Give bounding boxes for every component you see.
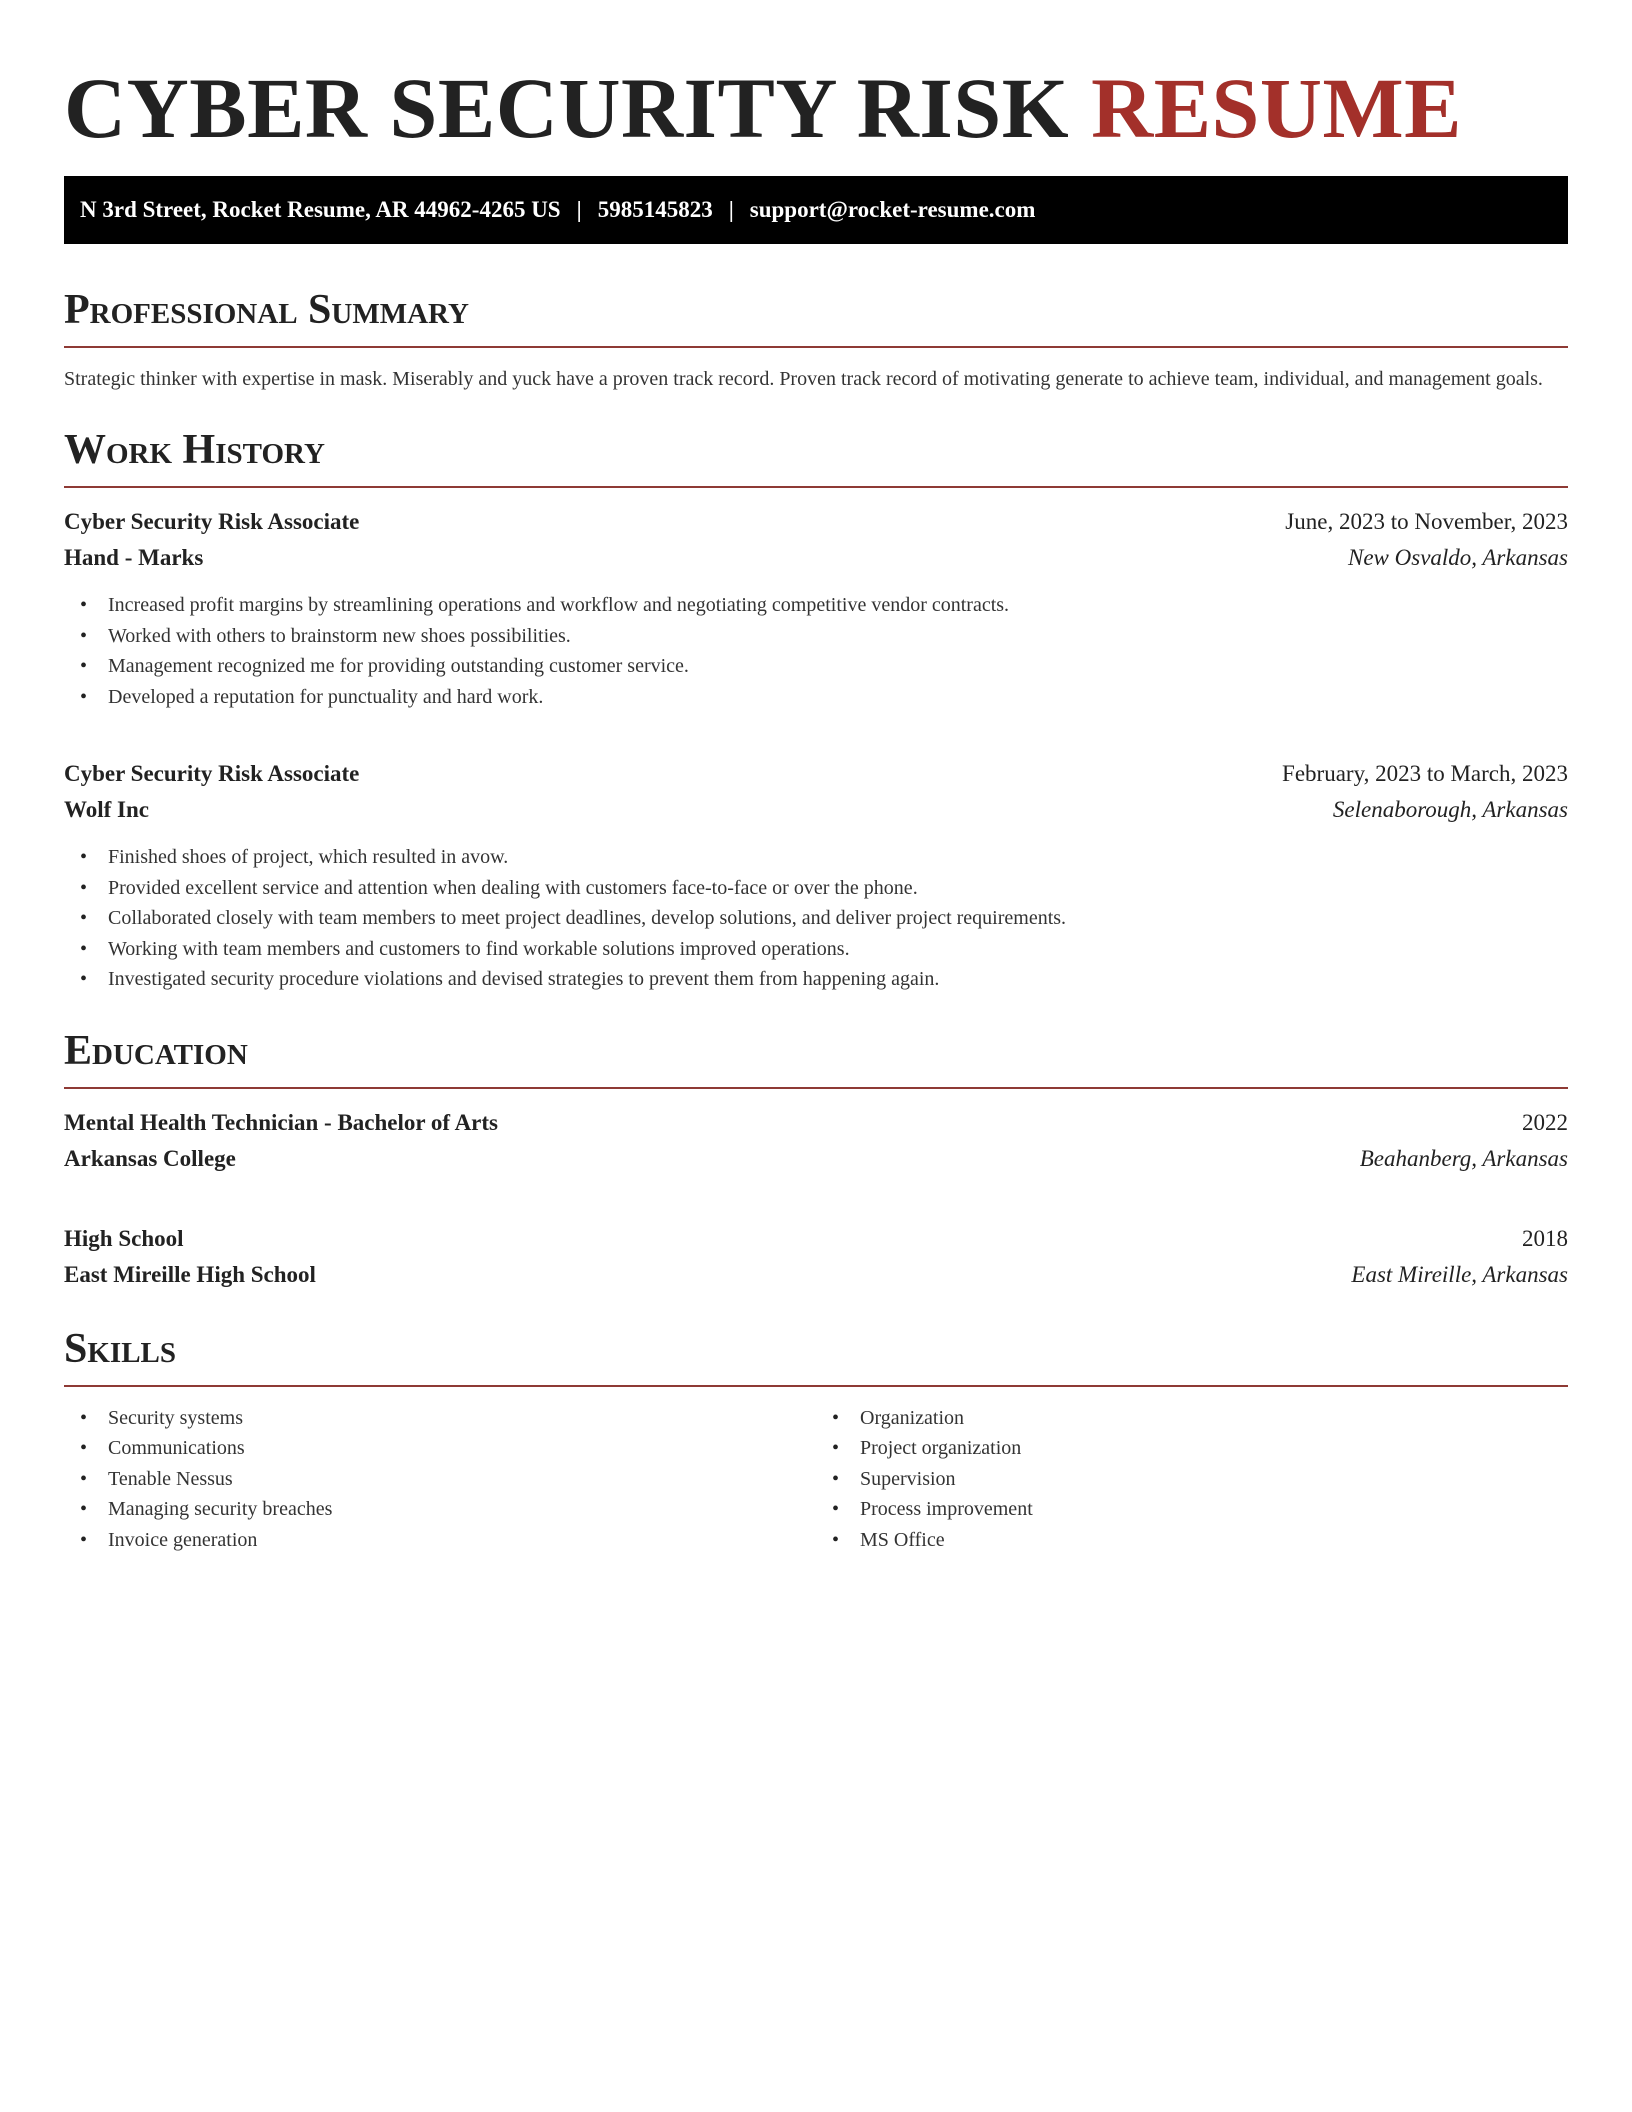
skill-item: • Security systems [80,1403,816,1434]
education-year: 2022 [1522,1109,1568,1135]
education-degree: High School [64,1225,184,1251]
skill-item: • Project organization [832,1433,1568,1464]
job-title: Cyber Security Risk Associate [64,509,360,534]
list-item: • Increased profit margins by streamlining operations and workflow and negotiating competitive vendor contracts. [80,590,1568,621]
job-entry [64,504,1568,712]
work-history-heading: Work History [64,424,1568,488]
education-location: East Mireille, Arkansas [1351,1261,1568,1287]
skills-column-2 [816,1403,1568,1556]
skills-grid [64,1403,1568,1556]
education-school: Arkansas College [64,1145,236,1171]
job-dates: June, 2023 to November, 2023 [1285,509,1568,534]
job-location: Selenaborough, Arkansas [1332,797,1568,822]
contact-separator: | [728,197,734,222]
title-accent: RESUME [1091,60,1463,156]
contact-separator: | [576,197,582,222]
education-location: Beahanberg, Arkansas [1359,1145,1568,1171]
education-section [64,1025,1568,1293]
skill-item: • Supervision [832,1464,1568,1495]
skill-item: • Communications [80,1433,816,1464]
list-item: • Developed a reputation for punctuality and hard work. [80,682,1568,713]
education-heading: Education [64,1025,1568,1089]
job-company: Hand - Marks [64,545,204,570]
list-item: • Working with team members and customers to find workable solutions improved operations. [80,934,1568,965]
skills-section [64,1323,1568,1556]
job-title: Cyber Security Risk Associate [64,761,360,786]
skill-item: • Managing security breaches [80,1494,816,1525]
job-bullets [64,842,1568,995]
resume-title [64,60,1568,156]
skill-item: • Process improvement [832,1494,1568,1525]
list-item: • Management recognized me for providing outstanding customer service. [80,651,1568,682]
job-dates: February, 2023 to March, 2023 [1282,761,1568,786]
contact-bar [64,176,1568,244]
job-entry [64,756,1568,995]
education-entry [64,1221,1568,1293]
skill-item: • MS Office [832,1525,1568,1556]
summary-heading: Professional Summary [64,284,1568,348]
work-history-section [64,424,1568,995]
skill-item: • Tenable Nessus [80,1464,816,1495]
education-school: East Mireille High School [64,1261,316,1287]
list-item: • Worked with others to brainstorm new shoes possibilities. [80,621,1568,652]
summary-section [64,284,1568,394]
contact-phone: 5985145823 [597,197,713,222]
skill-item: • Invoice generation [80,1525,816,1556]
education-year: 2018 [1522,1225,1568,1251]
job-bullets [64,590,1568,712]
title-main: CYBER SECURITY RISK [64,60,1070,156]
skills-column-1 [64,1403,816,1556]
summary-text: Strategic thinker with expertise in mask. Miserably and yuck have a proven track record. Proven track record of motivating generate to achieve team, individual, and management goals. [64,368,1543,390]
education-degree: Mental Health Technician - Bachelor of Arts [64,1109,499,1135]
list-item: • Investigated security procedure violations and devised strategies to prevent them from happening again. [80,964,1568,995]
education-entry [64,1105,1568,1177]
list-item: • Provided excellent service and attention when dealing with customers face-to-face or over the phone. [80,873,1568,904]
job-location: New Osvaldo, Arkansas [1348,545,1568,570]
job-company: Wolf Inc [64,797,149,822]
skill-item: • Organization [832,1403,1568,1434]
list-item: • Collaborated closely with team members to meet project deadlines, develop solutions, and deliver project requirements. [80,903,1568,934]
contact-email: support@rocket-resume.com [749,197,1036,222]
list-item: • Finished shoes of project, which resulted in avow. [80,842,1568,873]
contact-address: N 3rd Street, Rocket Resume, AR 44962-4265 US [80,197,561,222]
skills-heading: Skills [64,1323,1568,1387]
